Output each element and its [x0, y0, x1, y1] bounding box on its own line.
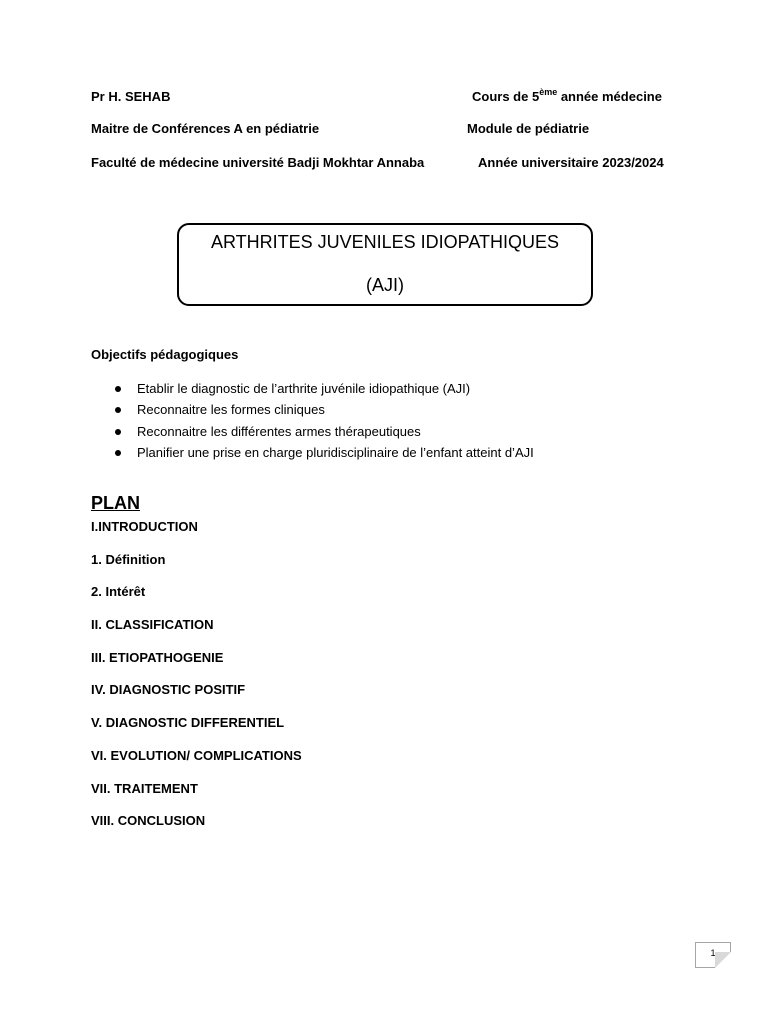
document-title-abbreviation: (AJI)	[366, 275, 404, 295]
plan-list	[91, 519, 302, 846]
plan-item: 1. Définition	[91, 551, 166, 567]
objective-text: Etablir le diagnostic de l’arthrite juvénile idiopathique (AJI)	[137, 381, 471, 396]
course-level	[472, 89, 662, 104]
plan-item: III. ETIOPATHOGENIE	[91, 649, 224, 665]
page-number: 1	[710, 948, 716, 958]
plan-item: VI. EVOLUTION/ COMPLICATIONS	[91, 747, 302, 763]
course-suffix: année médecine	[557, 89, 662, 104]
objectives-list	[115, 381, 534, 466]
bullet-icon	[115, 450, 121, 456]
objective-text: Reconnaitre les formes cliniques	[137, 402, 325, 418]
author-position: Maitre de Conférences A en pédiatrie	[91, 121, 320, 136]
objective-text: Reconnaitre les différentes armes thérapeutiques	[137, 423, 421, 439]
plan-item: V. DIAGNOSTIC DIFFERENTIEL	[91, 715, 285, 731]
course-prefix: Cours de 5	[472, 89, 540, 104]
title-box	[177, 223, 593, 306]
objective-item	[115, 424, 534, 445]
objectives-heading: Objectifs pédagogiques	[91, 347, 239, 362]
document-title: ARTHRITES JUVENILES IDIOPATHIQUES	[210, 232, 560, 252]
plan-item: 2. Intérêt	[91, 584, 146, 600]
plan-item: VIII. CONCLUSION	[91, 813, 206, 829]
plan-item: II. CLASSIFICATION	[91, 617, 214, 633]
page-curl-icon	[715, 952, 731, 968]
objective-text: Planifier une prise en charge pluridisciplinaire de l’enfant atteint d’AJI	[137, 444, 534, 460]
page-number-box	[695, 942, 731, 968]
plan-heading: PLAN	[91, 493, 140, 513]
plan-item: IV. DIAGNOSTIC POSITIF	[91, 682, 246, 698]
course-superscript: ème	[539, 87, 558, 97]
bullet-icon	[115, 386, 121, 392]
plan-item: I.INTRODUCTION	[91, 519, 198, 534]
academic-year: Année universitaire 2023/2024	[478, 155, 664, 170]
faculty-name: Faculté de médecine université Badji Mokhtar Annaba	[91, 155, 425, 170]
bullet-icon	[115, 407, 121, 413]
objective-item	[115, 381, 534, 402]
bullet-icon	[115, 429, 121, 435]
module-name: Module de pédiatrie	[467, 121, 590, 136]
plan-item: VII. TRAITEMENT	[91, 780, 198, 796]
objective-item	[115, 445, 534, 466]
objective-item	[115, 402, 534, 423]
author-name: Pr H. SEHAB	[91, 89, 171, 104]
